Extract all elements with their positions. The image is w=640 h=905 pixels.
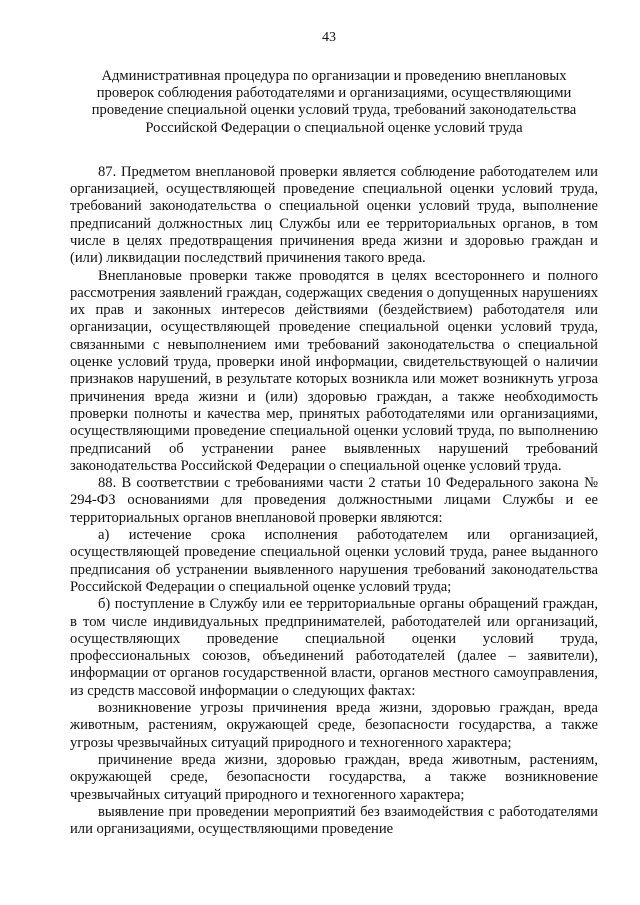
heading-line: проведение специальной оценки условий труда, требований законодательства [91,102,577,119]
list-item-a: а) истечение срока исполнения работодателем или организацией, осуществляющей проведение специальной оценки условий труда, ранее выданного предписания об устранении выявленного нарушения требований законодательства Российской Федерации о специальной оценке условий труда; [70,527,598,595]
paragraph-87: 87. Предметом внеплановой проверки является соблюдение работодателем или организацией, осуществляющей проведение специальной оценки условий труда, требований законодательства о специальной оценки условий труда, выполнение предписаний должностных лиц Службы или ее территориальных органов, в том числе в целях предотвращения причинения вреда жизни и здоровью граждан и (или) ликвидации последствий причинения такого вреда. [70,163,598,267]
fact-harm: причинение вреда жизни, здоровью граждан, вреда животным, растениям, окружающей среде, безопасности государства, а также возникновение чрезвычайных ситуаций природного и техногенного характера; [70,751,598,803]
heading-line: проверок соблюдения работодателями и организациями, осуществляющими [96,85,572,102]
heading-line: Российской Федерации о специальной оценке условий труда [145,119,523,136]
fact-threat: возникновение угрозы причинения вреда жизни, здоровью граждан, вреда животным, растениям, окружающей среде, безопасности государства, а также угрозы чрезвычайных ситуаций природного и техногенного характера; [70,700,598,751]
fact-detection: выявление при проведении мероприятий без взаимодействия с работодателями или организациями, осуществляющими проведение [70,803,598,838]
list-item-b: б) поступление в Службу или ее территориальные органы обращений граждан, в том числе индивидуальных предпринимателей, работодателей или организаций, осуществляющих проведение специальной оценки условий труда, профессиональных союзов, объединений работодателей (далее – заявители), информации от органов государственной власти, органов местного самоуправления, из средств массовой информации о следующих фактах: [70,596,598,699]
page-number: 43 [322,30,336,45]
heading-line: Административная процедура по организации и проведению внеплановых [101,68,567,84]
paragraph-unscheduled-inspections: Внеплановые проверки также проводятся в целях всестороннего и полного рассмотрения заявлений граждан, содержащих сведения о допущенных нарушениях их прав и законных интересов действиями (бездействием) работодателя или организации, осуществляющей проведение специальной оценки условий труда, связанными с невыполнением ими требований законодательства о специальной оценке условий труда, проверки иной информации, свидетельствующей о наличии признаков нарушений, в результате которых возникла или может возникнуть угроза причинения вреда жизни и (или) здоровью граждан, а также необходимость проверки полноты и качества мер, принятых работодателями или организациями, осуществляющими проведение специальной оценки условий труда, по выполнению предписаний об устранении ранее выявленных нарушений требований законодательства Российской Федерации о специальной оценке условий труда. [70,267,598,474]
body-text [70,164,598,839]
section-heading [56,68,612,137]
document-page [70,28,598,838]
paragraph-88: 88. В соответствии с требованиями части 2 статьи 10 Федерального закона № 294-ФЗ основаниями для проведения должностными лицами Службы и ее территориальных органов внеплановой проверки являются: [70,475,598,526]
